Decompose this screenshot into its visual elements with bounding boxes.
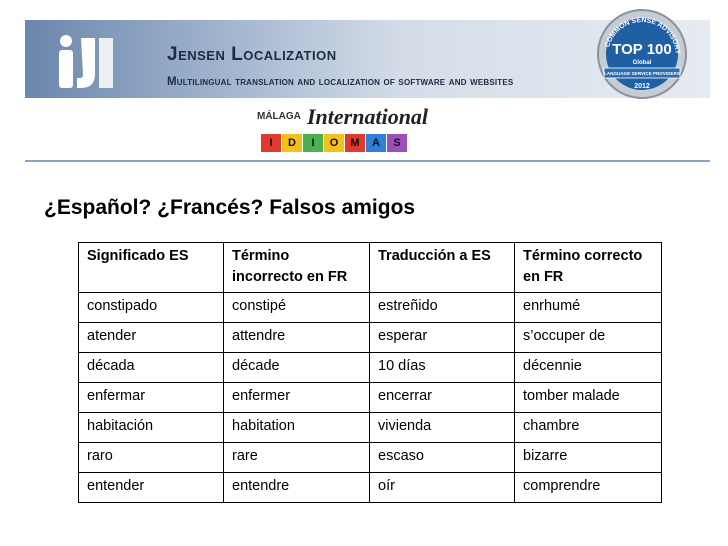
table-cell: esperar xyxy=(370,323,515,353)
table-cell: oír xyxy=(370,473,515,503)
table-row xyxy=(79,383,662,413)
table-cell: atender xyxy=(79,323,224,353)
column-header: Término incorrecto en FR xyxy=(224,243,370,293)
brand-subtitle: Multilingual translation and localization of software and websites xyxy=(167,76,514,88)
table-row xyxy=(79,353,662,383)
table-cell: vivienda xyxy=(370,413,515,443)
table-cell: entender xyxy=(79,473,224,503)
table-cell: estreñido xyxy=(370,293,515,323)
table-row xyxy=(79,293,662,323)
table-cell: s’occuper de xyxy=(515,323,662,353)
table-cell: décade xyxy=(224,353,370,383)
logo-letter-box: I xyxy=(303,134,323,152)
table-cell: enrhumé xyxy=(515,293,662,323)
badge-arc-text: COMMON SENSE ADVISORY xyxy=(604,16,682,55)
badge-top-label: TOP 100 xyxy=(612,41,672,58)
table-cell: tomber malade xyxy=(515,383,662,413)
table-cell: décennie xyxy=(515,353,662,383)
header-divider xyxy=(25,160,710,162)
table-cell: comprendre xyxy=(515,473,662,503)
logo-letter-box: O xyxy=(324,134,344,152)
table-cell: escaso xyxy=(370,443,515,473)
brand-title: Jensen Localization xyxy=(167,44,337,65)
table-row xyxy=(79,413,662,443)
table-cell: 10 días xyxy=(370,353,515,383)
table-cell: habitación xyxy=(79,413,224,443)
table-cell: década xyxy=(79,353,224,383)
logo-letter-box: A xyxy=(366,134,386,152)
logo-letter-box: D xyxy=(282,134,302,152)
column-header: Significado ES xyxy=(79,243,224,293)
table-cell: attendre xyxy=(224,323,370,353)
logo-letter-box: S xyxy=(387,134,407,152)
badge-global-label: Global xyxy=(632,60,652,66)
top100-badge xyxy=(594,4,690,100)
table-cell: habitation xyxy=(224,413,370,443)
table-cell: chambre xyxy=(515,413,662,443)
table-cell: raro xyxy=(79,443,224,473)
table-cell: encerrar xyxy=(370,383,515,413)
badge-year: 2012 xyxy=(634,83,650,90)
column-header: Traducción a ES xyxy=(370,243,515,293)
table-cell: constipé xyxy=(224,293,370,323)
malaga-idiomas-logo xyxy=(257,106,433,156)
table-cell: entendre xyxy=(224,473,370,503)
table-row xyxy=(79,443,662,473)
logo-letter-box: I xyxy=(261,134,281,152)
table-cell: bizarre xyxy=(515,443,662,473)
table-cell: constipado xyxy=(79,293,224,323)
logo-script: International xyxy=(307,104,429,129)
table-row xyxy=(79,473,662,503)
slide-title: ¿Español? ¿Francés? Falsos amigos xyxy=(44,196,416,219)
badge-ribbon-text: LANGUAGE SERVICE PROVIDERS xyxy=(604,71,680,76)
table-body xyxy=(79,293,662,503)
table-header-row xyxy=(79,243,662,293)
table-cell: rare xyxy=(224,443,370,473)
jensen-logo-icon xyxy=(55,34,125,90)
column-header: Término correcto en FR xyxy=(515,243,662,293)
logo-letter-box: M xyxy=(345,134,365,152)
table-row xyxy=(79,323,662,353)
logo-letter-boxes xyxy=(261,134,408,152)
logo-city: MÁLAGA xyxy=(257,111,301,122)
false-friends-table xyxy=(78,242,662,503)
table-cell: enfermar xyxy=(79,383,224,413)
table-cell: enfermer xyxy=(224,383,370,413)
